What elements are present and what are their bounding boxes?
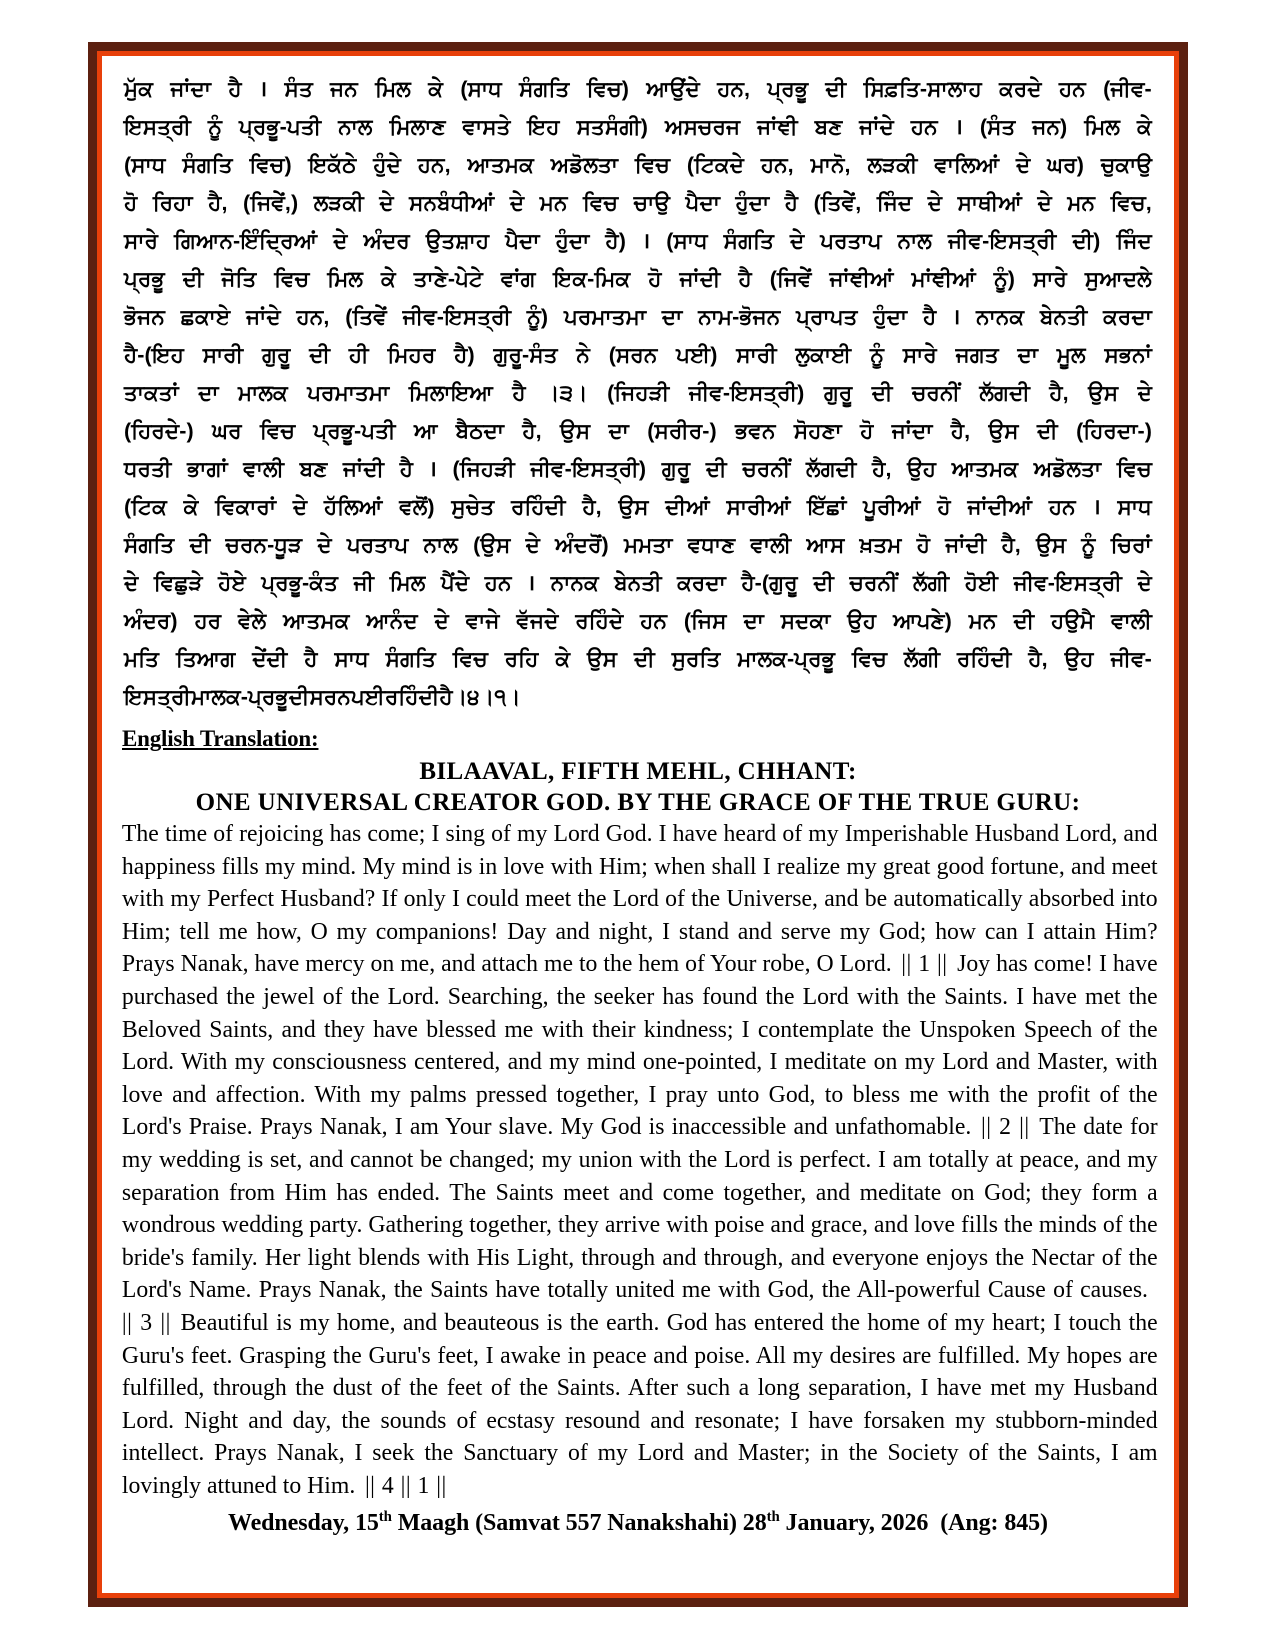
translation-para-3: The date for my wedding is set, and cannot be changed; my union with the Lord is perfect. I am totally at peace, and my separation from Him has ended. The Saints meet and come together, and meditate on God; they form a wondrous wedding party. Gathering together, they arrive with poise and grace, and love fills the minds of the bride's family. Her light blends with His Light, through and through, and everyone enjoys the Nectar of the Lord's Name. Prays Nanak, the Saints have totally united me with God, the All-powerful Cause of causes. [121,1113,1158,1304]
gurmukhi-line: ਇਸਤ੍ਰੀ ਨੂੰ ਪ੍ਰਭੂ-ਪਤੀ ਨਾਲ ਮਿਲਾਣ ਵਾਸਤੇ ਇਹ ਸਤਸੰਗੀ) ਅਸਚਰਜ ਜਾਂਞੀ ਬਣ ਜਾਂਦੇ ਹਨ । (ਸੰਤ ਜਨ) ਮਿਲ ਕੇ [124,115,1152,139]
gurmukhi-line: ਹੋ ਰਿਹਾ ਹੈ, (ਜਿਵੇਂ,) ਲੜਕੀ ਦੇ ਸਨਬੰਧੀਆਂ ਦੇ ਮਨ ਵਿਚ ਚਾਉ ਪੈਦਾ ਹੁੰਦਾ ਹੈ (ਤਿਵੇਂ, ਜਿੰਦ ਦੇ ਸਾਥੀਆਂ ਦੇ ਮਨ ਵਿਚ, [124,191,1152,215]
english-translation-body [120,818,1160,1502]
gurmukhi-line: ਇਸਤ੍ਰੀ ਮਾਲਕ-ਪ੍ਰਭੂ ਦੀ ਸਰਨ ਪਈ ਰਹਿੰਦੀ ਹੈ ।੪।੧। [124,685,521,709]
gurmukhi-line: ਮਤਿ ਤਿਆਗ ਦੇਂਦੀ ਹੈ ਸਾਧ ਸੰਗਤਿ ਵਿਚ ਰਹਿ ਕੇ ਉਸ ਦੀ ਸੁਰਤਿ ਮਾਲਕ-ਪ੍ਰਭੂ ਵਿਚ ਲੱਗੀ ਰਹਿੰਦੀ ਹੈ, ਉਹ ਜੀਵ- [124,647,1152,671]
footer-nanakshahi-day-suffix: th [378,1509,392,1526]
page-inner-border [97,51,1179,1598]
translation-para-1: The time of rejoicing has come; I sing of my Lord God. I have heard of my Imperishable Husband Lord, and happiness fills my mind. My mind is in love with Him; when shall I realize my great good fortune, and meet with my Perfect Husband? If only I could meet the Lord of the Universe, and be automatically absorbed into Him; tell me how, O my companions! Day and night, I stand and serve my God; how can I attain Him? Prays Nanak, have mercy on me, and attach me to the hem of Your robe, O Lord. [121,820,1158,978]
verse-marker-3: || 3 || [121,1308,171,1336]
gurmukhi-line: ਤਾਕਤਾਂ ਦਾ ਮਾਲਕ ਪਰਮਾਤਮਾ ਮਿਲਾਇਆ ਹੈ ।੩। (ਜਿਹੜੀ ਜੀਵ-ਇਸਤ੍ਰੀ) ਗੁਰੂ ਦੀ ਚਰਨੀਂ ਲੱਗਦੀ ਹੈ, ਉਸ ਦੇ [124,381,1152,405]
footer-gregorian-day: 28 [742,1510,767,1537]
translation-para-4: Beautiful is my home, and beauteous is the earth. God has entered the home of my heart; I touch the Guru's feet. Grasping the Guru's feet, I awake in peace and poise. All my desires are fulfilled. My hopes are fulfilled, through the dust of the feet of the Saints. After such a long separation, I have met my Husband Lord. Night and day, the sounds of ecstasy resound and resonate; I have forsaken my stubborn-minded intellect. Prays Nanak, I seek the Sanctuary of my Lord and Master; in the Society of the Saints, I am lovingly attuned to Him. [121,1308,1158,1499]
gurmukhi-commentary [120,70,1156,716]
page-outer-border [88,42,1188,1607]
translation-para-2: Joy has come! I have purchased the jewel of the Lord. Searching, the seeker has found the Lord with the Saints. I have met the Beloved Saints, and they have blessed me with their kindness; I contemplate the Unspoken Speech of the Lord. With my consciousness centered, and my mind one-pointed, I meditate on my Lord and Master, with love and affection. With my palms pressed together, I pray unto God, to bless me with the profit of the Lord's Praise. Prays Nanak, I am Your slave. My God is inaccessible and unfathomable. [121,950,1158,1141]
gurmukhi-line: ਭੋਜਨ ਛਕਾਏ ਜਾਂਦੇ ਹਨ, (ਤਿਵੇਂ ਜੀਵ-ਇਸਤ੍ਰੀ ਨੂੰ) ਪਰਮਾਤਮਾ ਦਾ ਨਾਮ-ਭੋਜਨ ਪ੍ਰਾਪਤ ਹੁੰਦਾ ਹੈ । ਨਾਨਕ ਬੇਨਤੀ ਕਰਦਾ [124,305,1152,329]
english-translation-label: English Translation: [122,726,319,751]
gurmukhi-line: ਪ੍ਰਭੂ ਦੀ ਜੋਤਿ ਵਿਚ ਮਿਲ ਕੇ ਤਾਣੇ-ਪੇਟੇ ਵਾਂਗ ਇਕ-ਮਿਕ ਹੋ ਜਾਂਦੀ ਹੈ (ਜਿਵੇਂ ਜਾਂਞੀਆਂ ਮਾਂਞੀਆਂ ਨੂੰ) ਸਾਰੇ ਸੁਆਦਲੇ [124,267,1152,291]
shabad-heading-line-1: BILAAVAL, FIFTH MEHL, CHHANT: [419,758,857,785]
footer-gregorian-day-suffix: th [766,1509,780,1526]
gurmukhi-line: ਮੁੱਕ ਜਾਂਦਾ ਹੈ । ਸੰਤ ਜਨ ਮਿਲ ਕੇ (ਸਾਧ ਸੰਗਤਿ ਵਿਚ) ਆਉਂਦੇ ਹਨ, ਪ੍ਰਭੂ ਦੀ ਸਿਫ਼ਤਿ-ਸਾਲਾਹ ਕਰਦੇ ਹਨ (ਜੀਵ- [124,77,1152,101]
footer-weekday: Wednesday, [228,1510,350,1537]
gurmukhi-line: (ਟਿਕ ਕੇ ਵਿਕਾਰਾਂ ਦੇ ਹੱਲਿਆਂ ਵਲੋਂ) ਸੁਚੇਤ ਰਹਿੰਦੀ ਹੈ, ਉਸ ਦੀਆਂ ਸਾਰੀਆਂ ਇੱਛਾਂ ਪੂਰੀਆਂ ਹੋ ਜਾਂਦੀਆਂ ਹਨ । ਸਾਧ [124,495,1152,519]
footer-gregorian-rest: January, 2026 [785,1510,929,1537]
verse-marker-2: || 2 || [980,1113,1030,1141]
shabad-heading [120,756,1156,818]
shabad-heading-line-2: ONE UNIVERSAL CREATOR GOD. BY THE GRACE OF THE TRUE GURU: [195,789,1081,816]
footer-nanakshahi-month: Maagh (Samvat 557 Nanakshahi) [397,1510,737,1537]
gurmukhi-line: ਸਾਰੇ ਗਿਆਨ-ਇੰਦ੍ਰਿਆਂ ਦੇ ਅੰਦਰ ਉਤਸ਼ਾਹ ਪੈਦਾ ਹੁੰਦਾ ਹੈ) । (ਸਾਧ ਸੰਗਤਿ ਦੇ ਪਰਤਾਪ ਨਾਲ ਜੀਵ-ਇਸਤ੍ਰੀ ਦੀ) ਜਿੰਦ [124,229,1152,253]
date-footer [120,1506,1156,1540]
english-translation-label-wrap [120,718,1156,756]
gurmukhi-line: ਧਰਤੀ ਭਾਗਾਂ ਵਾਲੀ ਬਣ ਜਾਂਦੀ ਹੈ । (ਜਿਹੜੀ ਜੀਵ-ਇਸਤ੍ਰੀ) ਗੁਰੂ ਦੀ ਚਰਨੀਂ ਲੱਗਦੀ ਹੈ, ਉਹ ਆਤਮਕ ਅਡੋਲਤਾ ਵਿਚ [124,457,1152,481]
gurmukhi-line: ਅੰਦਰ) ਹਰ ਵੇਲੇ ਆਤਮਕ ਆਨੰਦ ਦੇ ਵਾਜੇ ਵੱਜਦੇ ਰਹਿੰਦੇ ਹਨ (ਜਿਸ ਦਾ ਸਦਕਾ ਉਹ ਆਪਣੇ) ਮਨ ਦੀ ਹਉਮੈ ਵਾਲੀ [124,609,1152,633]
gurmukhi-line: ਸੰਗਤਿ ਦੀ ਚਰਨ-ਧੂੜ ਦੇ ਪਰਤਾਪ ਨਾਲ (ਉਸ ਦੇ ਅੰਦਰੋਂ) ਮਮਤਾ ਵਧਾਣ ਵਾਲੀ ਆਸ ਖ਼ਤਮ ਹੋ ਜਾਂਦੀ ਹੈ, ਉਸ ਨੂੰ ਚਿਰਾਂ [124,533,1152,557]
verse-marker-1: || 1 || [901,950,948,978]
verse-marker-4: || 4 || 1 || [364,1471,447,1499]
gurmukhi-line: ਹੈ-(ਇਹ ਸਾਰੀ ਗੁਰੂ ਦੀ ਹੀ ਮਿਹਰ ਹੈ) ਗੁਰੂ-ਸੰਤ ਨੇ (ਸਰਨ ਪਈ) ਸਾਰੀ ਲੁਕਾਈ ਨੂੰ ਸਾਰੇ ਜਗਤ ਦਾ ਮੂਲ ਸਭਨਾਂ [124,343,1152,367]
gurmukhi-line: (ਹਿਰਦੇ-) ਘਰ ਵਿਚ ਪ੍ਰਭੂ-ਪਤੀ ਆ ਬੈਠਦਾ ਹੈ, ਉਸ ਦਾ (ਸਰੀਰ-) ਭਵਨ ਸੋਹਣਾ ਹੋ ਜਾਂਦਾ ਹੈ, ਉਸ ਦੀ (ਹਿਰਦਾ-) [124,419,1152,443]
gurmukhi-line: (ਸਾਧ ਸੰਗਤਿ ਵਿਚ) ਇਕੱਠੇ ਹੁੰਦੇ ਹਨ, ਆਤਮਕ ਅਡੋਲਤਾ ਵਿਚ (ਟਿਕਦੇ ਹਨ, ਮਾਨੋ, ਲੜਕੀ ਵਾਲਿਆਂ ਦੇ ਘਰ) ਚੁਕਾਉ [124,153,1152,177]
footer-ang-reference: (Ang: 845) [940,1510,1048,1537]
page-content [102,56,1174,1593]
footer-nanakshahi-day: 15 [354,1510,379,1537]
gurmukhi-line: ਦੇ ਵਿਛੁੜੇ ਹੋਏ ਪ੍ਰਭੂ-ਕੰਤ ਜੀ ਮਿਲ ਪੈਂਦੇ ਹਨ । ਨਾਨਕ ਬੇਨਤੀ ਕਰਦਾ ਹੈ-(ਗੁਰੂ ਦੀ ਚਰਨੀਂ ਲੱਗੀ ਹੋਈ ਜੀਵ-ਇਸਤ੍ਰੀ ਦੇ [124,571,1152,595]
